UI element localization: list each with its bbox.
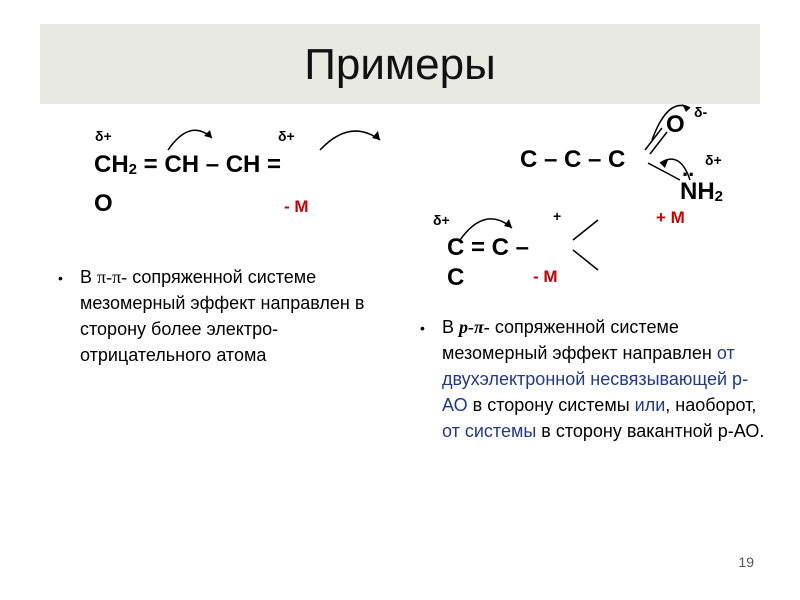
right-bullet-blue1: от двухэлектронной несвязывающей р-АО: [442, 343, 749, 415]
left-bullet-rest: сопряженной системе мезомерный эффект направлен в сторону более электро- отрицательного атома: [80, 267, 365, 365]
page-number: 19: [738, 554, 754, 570]
right-bullet-text3: , наоборот,: [665, 395, 757, 415]
plus-m: + M: [656, 208, 685, 227]
right-bullet-text4: в сторону вакантной р-АО.: [536, 421, 765, 441]
right-bullet-prefix: В: [442, 317, 460, 337]
left-minus-m: - M: [284, 197, 309, 216]
left-bullet-text: [80, 264, 400, 368]
left-bullet-prefix: В: [80, 267, 98, 287]
nh2-group: [680, 180, 723, 204]
right-bullet-symbol: p-π-: [459, 317, 490, 337]
right-minus-m: - M: [533, 267, 558, 286]
right-mid-formula: C = C –: [447, 234, 530, 261]
left-bullet-symbol: π-π-: [97, 267, 128, 287]
nh-lone-pair: ..: [682, 156, 695, 181]
right-mid-formula-2: C: [447, 264, 465, 291]
branch-up: [573, 220, 598, 240]
plus-sign: +: [553, 208, 562, 224]
formula-ch: CH: [94, 151, 129, 178]
left-formula-line2: O: [94, 190, 113, 217]
right-bullet-text: [442, 314, 772, 444]
left-arrow-1-head: [204, 130, 212, 138]
co-bond-b: [650, 132, 667, 154]
nh-sub: 2: [714, 188, 724, 205]
delta-minus: δ-: [694, 104, 708, 120]
right-top-formula: C – C – C: [520, 146, 626, 173]
delta-plus-nh: δ+: [705, 152, 722, 168]
right-bullet-text1: сопряженной системе мезомерный эффект направлен: [442, 317, 717, 363]
oxygen-atom: O: [666, 111, 685, 138]
left-formula-line1: [94, 153, 281, 177]
delta-plus-c: δ+: [433, 212, 450, 228]
left-bullet-dot: •: [58, 270, 63, 286]
delta-plus-2: δ+: [278, 128, 295, 144]
right-bullet-blue3: от системы: [442, 421, 537, 441]
formula-rest: = CH – CH =: [137, 151, 282, 178]
delta-plus-1: δ+: [95, 128, 112, 144]
co-bond-a: [645, 128, 662, 150]
right-bullet-text2: в сторону системы: [467, 395, 635, 415]
left-arrow-2: [320, 131, 380, 150]
nh-label: NH: [680, 178, 715, 205]
slide-title: Примеры: [304, 40, 496, 89]
left-arrow-1: [168, 130, 212, 150]
branch-down: [573, 250, 598, 270]
right-bullet-dot: •: [420, 320, 425, 336]
formula-sub: 2: [128, 161, 138, 178]
right-bullet-blue2: или: [634, 395, 666, 415]
